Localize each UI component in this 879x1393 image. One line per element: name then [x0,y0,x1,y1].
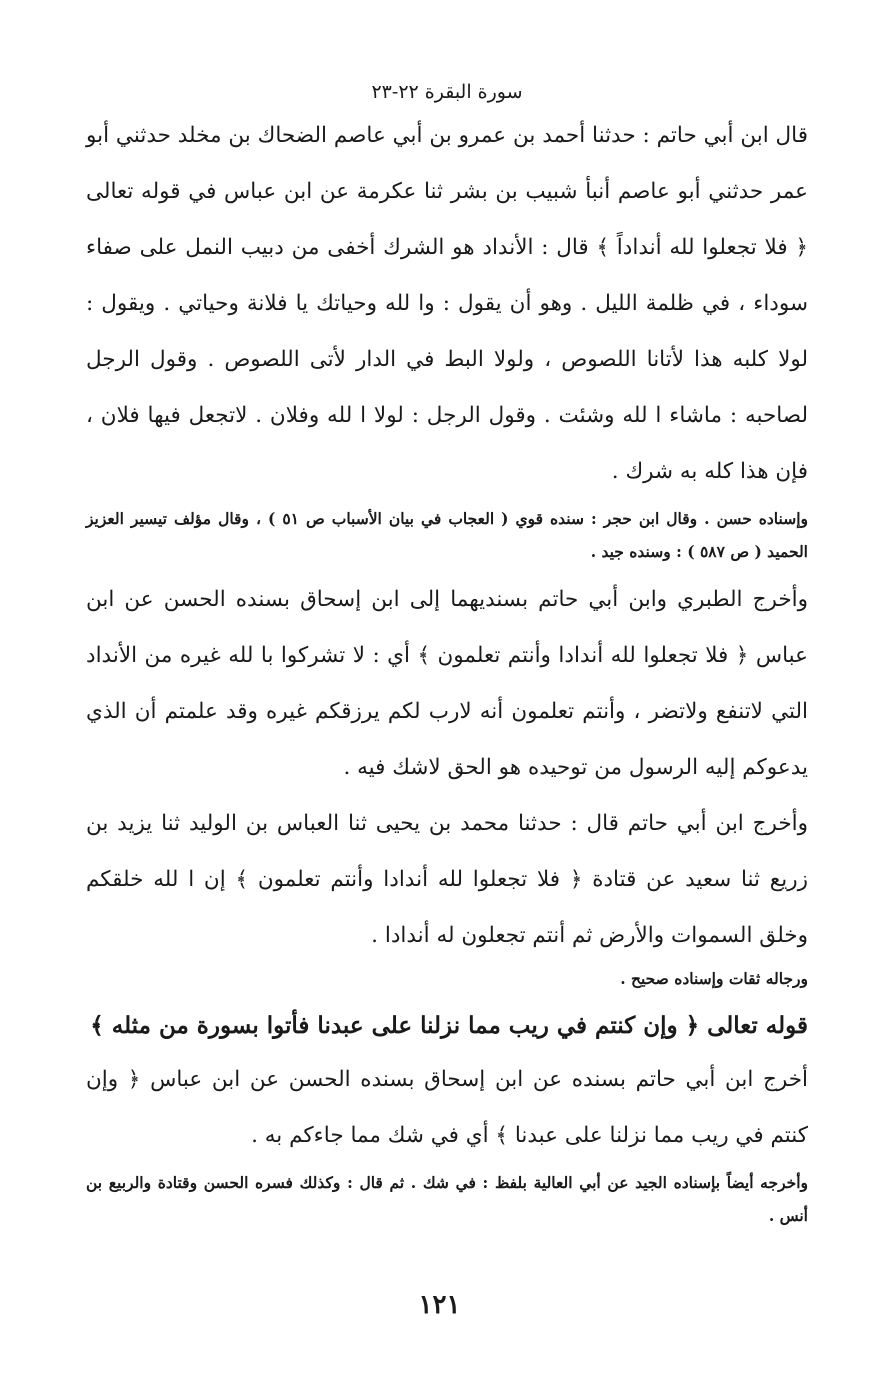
verse-heading: قوله تعالى ﴿ وإن كنتم في ريب مما نزلنا على عبدنا فأتوا بسورة من مثله ﴾ [90,1012,808,1039]
paragraph-ibn-abi-hatim-ikrimah: قال ابن أبي حاتم : حدثنا أحمد بن عمرو بن أبي عاصم الضحاك بن مخلد حدثني أبو عمر حدثني أبو عاصم أنبأ شبيب بن بشر ثنا عكرمة عن ابن عباس في قوله تعالى ﴿ فلا تجعلوا لله أنداداً ﴾ قال : الأنداد هو الشرك أخفى من دبيب النمل على صفاء سوداء ، في ظلمة الليل . وهو أن يقول : وا لله وحياتك يا فلانة وحياتي . ويقول : لولا كلبه هذا لأتانا اللصوص ، ولولا البط في الدار لأتى اللصوص . وقول الرجل لصاحبه : ماشاء ا لله وشئت . وقول الرجل : لولا ا لله وفلان . لاتجعل فيها فلان ، فإن هذا كله به شرك . [86,123,808,484]
running-header: سورة البقرة ٢٢-٢٣ [371,81,523,103]
paragraph-qatadah: وأخرج ابن أبي حاتم قال : حدثنا محمد بن يحيى ثنا العباس بن الوليد ثنا يزيد بن زريع ثنا سعيد عن قتادة ﴿ فلا تجعلوا لله أندادا وأنتم تعلمون ﴾ إن ا لله خلقكم وخلق السموات والأرض ثم أنتم تجعلون له أندادا . [86,811,808,948]
paragraph-ibn-abbas-shakk: أخرج ابن أبي حاتم بسنده عن ابن إسحاق بسنده الحسن عن ابن عباس ﴿ وإن كنتم في ريب مما نزلنا على عبدنا ﴾ أي في شك مما جاءكم به . [86,1067,808,1148]
page-body [86,80,808,1236]
page-number: ١٢١ [418,1290,461,1320]
footnote-isnad-sahih: ورجاله ثقات وإسناده صحيح . [620,969,808,988]
footnote-abi-al-aliyah: وأخرجه أيضاً بإسناده الجيد عن أبي العالية بلفظ : في شك . ثم قال : وكذلك فسره الحسن وقتادة والربيع بن أنس . [86,1173,808,1225]
footnote-isnad-hasan: وإسناده حسن . وقال ابن حجر : سنده قوي ( العجاب في بيان الأسباب ص ٥١ ) ، وقال مؤلف تيسير العزيز الحميد ( ص ٥٨٧ ) : وسنده جيد . [86,509,808,561]
paragraph-tabari-ibn-ishaq: وأخرج الطبري وابن أبي حاتم بسنديهما إلى ابن إسحاق بسنده الحسن عن ابن عباس ﴿ فلا تجعلوا لله أندادا وأنتم تعلمون ﴾ أي : لا تشركوا با لله غيره من الأنداد التي لاتنفع ولاتضر ، وأنتم تعلمون أنه لارب لكم يرزقكم غيره وقد علمتم أن الذي يدعوكم إليه الرسول من توحيده هو الحق لاشك فيه . [86,587,808,780]
